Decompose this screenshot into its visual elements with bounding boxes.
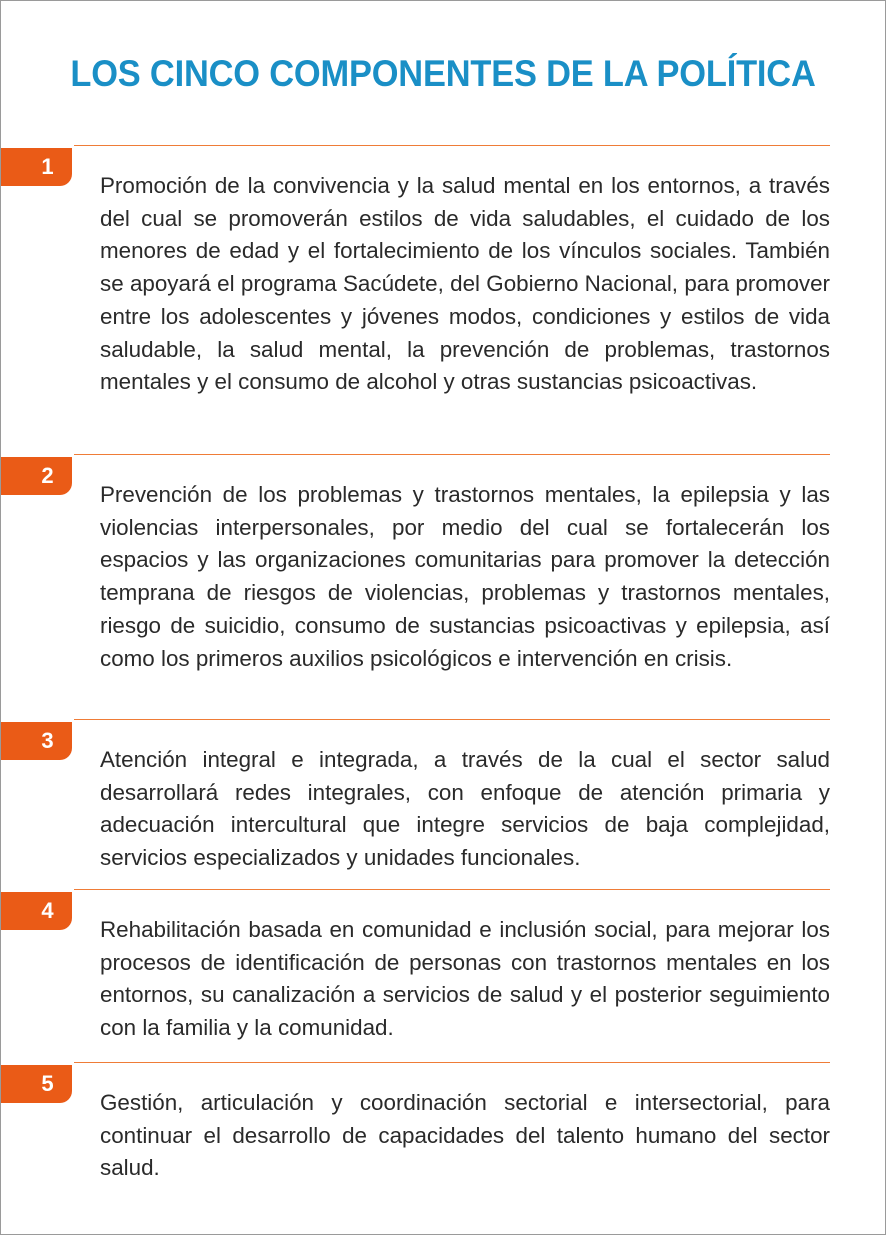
component-number-badge: 1 (1, 148, 72, 186)
divider-line (74, 454, 830, 455)
divider-line (74, 719, 830, 720)
component-number-badge: 5 (1, 1065, 72, 1103)
component-number-badge: 2 (1, 457, 72, 495)
component-number-badge: 3 (1, 722, 72, 760)
component-number-badge: 4 (1, 892, 72, 930)
divider-line (74, 1062, 830, 1063)
divider-line (74, 145, 830, 146)
component-description: Gestión, articulación y coordinación sectorial e intersectorial, para continuar el desarrollo de capacidades del talento humano del sector salud. (100, 1090, 830, 1181)
component-description: Prevención de los problemas y trastornos mentales, la epilepsia y las violencias interpersonales, por medio del cual se fortalecerán los espacios y las organizaciones comunitarias para promover la detección temprana de riesgos de violencias, problemas y trastornos mentales, riesgo de suicidio, consumo de sustancias psicoactivas y epilepsia, así como los primeros auxilios psicológicos e intervención en crisis. (100, 482, 830, 671)
component-description: Promoción de la convivencia y la salud mental en los entornos, a través del cual se promoverán estilos de vida saludables, el cuidado de los menores de edad y el fortalecimiento de los vínculos sociales. También se apoyará el programa Sacúdete, del Gobierno Nacional, para promover entre los adolescentes y jóvenes modos, condiciones y estilos de vida saludable, la salud mental, la prevención de problemas, trastornos mentales y el consumo de alcohol y otras sustancias psicoactivas. (100, 173, 830, 395)
page-title: LOS CINCO COMPONENTES DE LA POLÍTICA (70, 53, 816, 94)
component-description: Atención integral e integrada, a través de la cual el sector salud desarrollará redes integrales, con enfoque de atención primaria y adecuación intercultural que integre servicios de baja complejidad, servicios especializados y unidades funcionales. (100, 747, 830, 871)
divider-line (74, 889, 830, 890)
component-description: Rehabilitación basada en comunidad e inclusión social, para mejorar los procesos de identificación de personas con trastornos mentales en los entornos, su canalización a servicios de salud y el posterior seguimiento con la familia y la comunidad. (100, 917, 830, 1041)
